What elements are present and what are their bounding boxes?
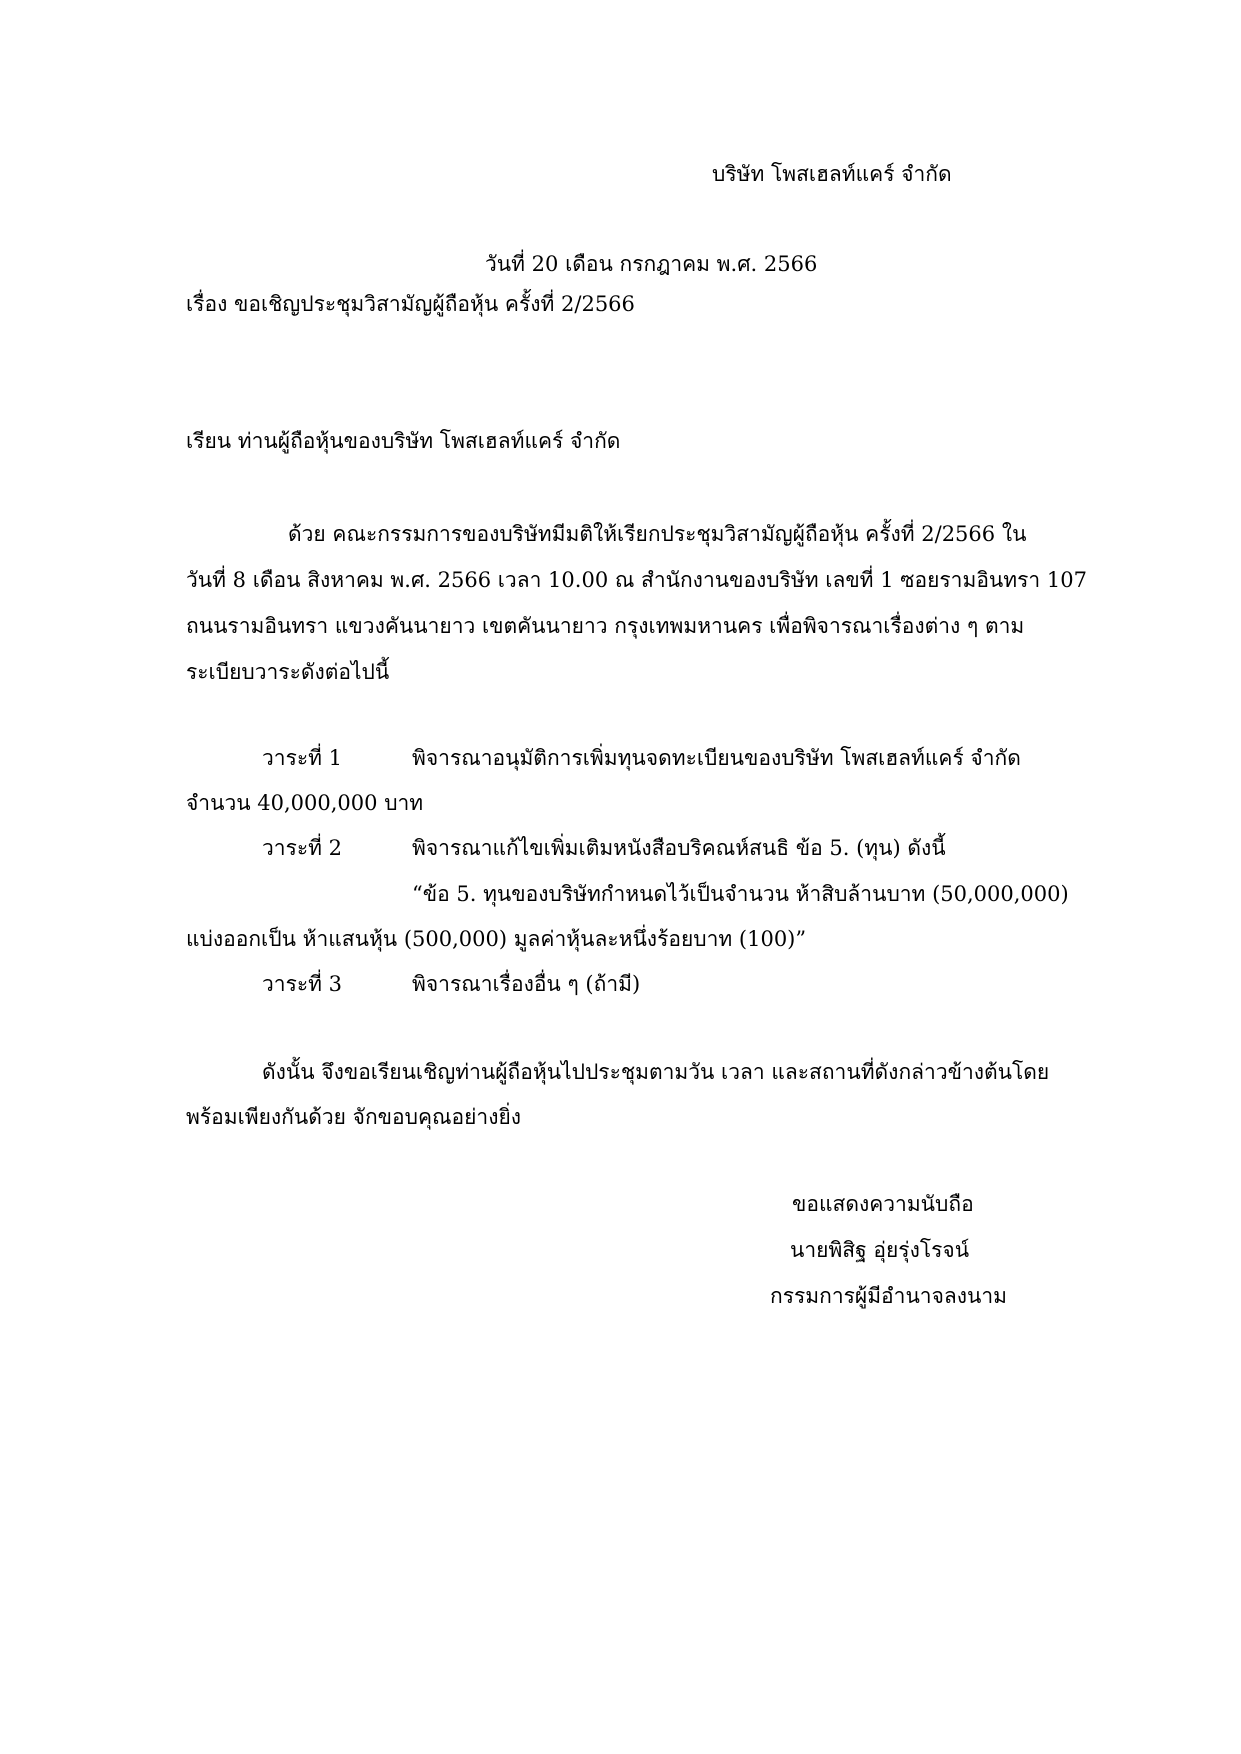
- agenda-2-label: วาระที่ 2: [262, 836, 343, 860]
- signature-title: กรรมการผู้มีอำนาจลงนาม: [770, 1284, 1008, 1308]
- agenda-2-quote-1: “ข้อ 5. ทุนของบริษัทกำหนดไว้เป็นจำนวน ห้าสิบล้านบาท (50,000,000): [412, 882, 1069, 906]
- agenda-1-label: วาระที่ 1: [262, 746, 343, 770]
- agenda-1-text: พิจารณาอนุมัติการเพิ่มทุนจดทะเบียนของบริษัท โพสเฮลท์แคร์ จำกัด: [412, 746, 1021, 770]
- signature-name: นายพิสิฐ อุ่ยรุ่งโรจน์: [790, 1238, 970, 1262]
- closing-line-2: พร้อมเพียงกันด้วย จักขอบคุณอย่างยิ่ง: [186, 1105, 522, 1129]
- recipient-line: เรียน ท่านผู้ถือหุ้นของบริษัท โพสเฮลท์แคร์ จำกัด: [186, 429, 621, 453]
- agenda-3-text: พิจารณาเรื่องอื่น ๆ (ถ้ามี): [412, 972, 641, 996]
- agenda-2-text: พิจารณาแก้ไขเพิ่มเติมหนังสือบริคณห์สนธิ ข้อ 5. (ทุน) ดังนี้: [412, 836, 946, 860]
- subject-line: เรื่อง ขอเชิญประชุมวิสามัญผู้ถือหุ้น ครั้งที่ 2/2566: [186, 292, 635, 316]
- intro-line-4: ระเบียบวาระดังต่อไปนี้: [186, 660, 390, 684]
- letter-date: วันที่ 20 เดือน กรกฎาคม พ.ศ. 2566: [485, 252, 818, 276]
- closing-line-1: ดังนั้น จึงขอเรียนเชิญท่านผู้ถือหุ้นไปประชุมตามวัน เวลา และสถานที่ดังกล่าวข้างต้นโดย: [262, 1060, 1050, 1084]
- intro-line-3: ถนนรามอินทรา แขวงคันนายาว เขตคันนายาว กรุงเทพมหานคร เพื่อพิจารณาเรื่องต่าง ๆ ตาม: [186, 614, 1025, 638]
- intro-line-1: ด้วย คณะกรรมการของบริษัทมีมติให้เรียกประชุมวิสามัญผู้ถือหุ้น ครั้งที่ 2/2566 ใน: [288, 522, 1027, 546]
- company-name: บริษัท โพสเฮลท์แคร์ จำกัด: [712, 162, 952, 186]
- agenda-3-label: วาระที่ 3: [262, 972, 343, 996]
- intro-line-2: วันที่ 8 เดือน สิงหาคม พ.ศ. 2566 เวลา 10.00 ณ สำนักงานของบริษัท เลขที่ 1 ซอยรามอินทรา 107: [186, 568, 1087, 592]
- agenda-1-cont: จำนวน 40,000,000 บาท: [186, 791, 424, 815]
- agenda-2-quote-2: แบ่งออกเป็น ห้าแสนหุ้น (500,000) มูลค่าหุ้นละหนึ่งร้อยบาท (100)”: [186, 927, 807, 951]
- signature-regards: ขอแสดงความนับถือ: [792, 1192, 974, 1216]
